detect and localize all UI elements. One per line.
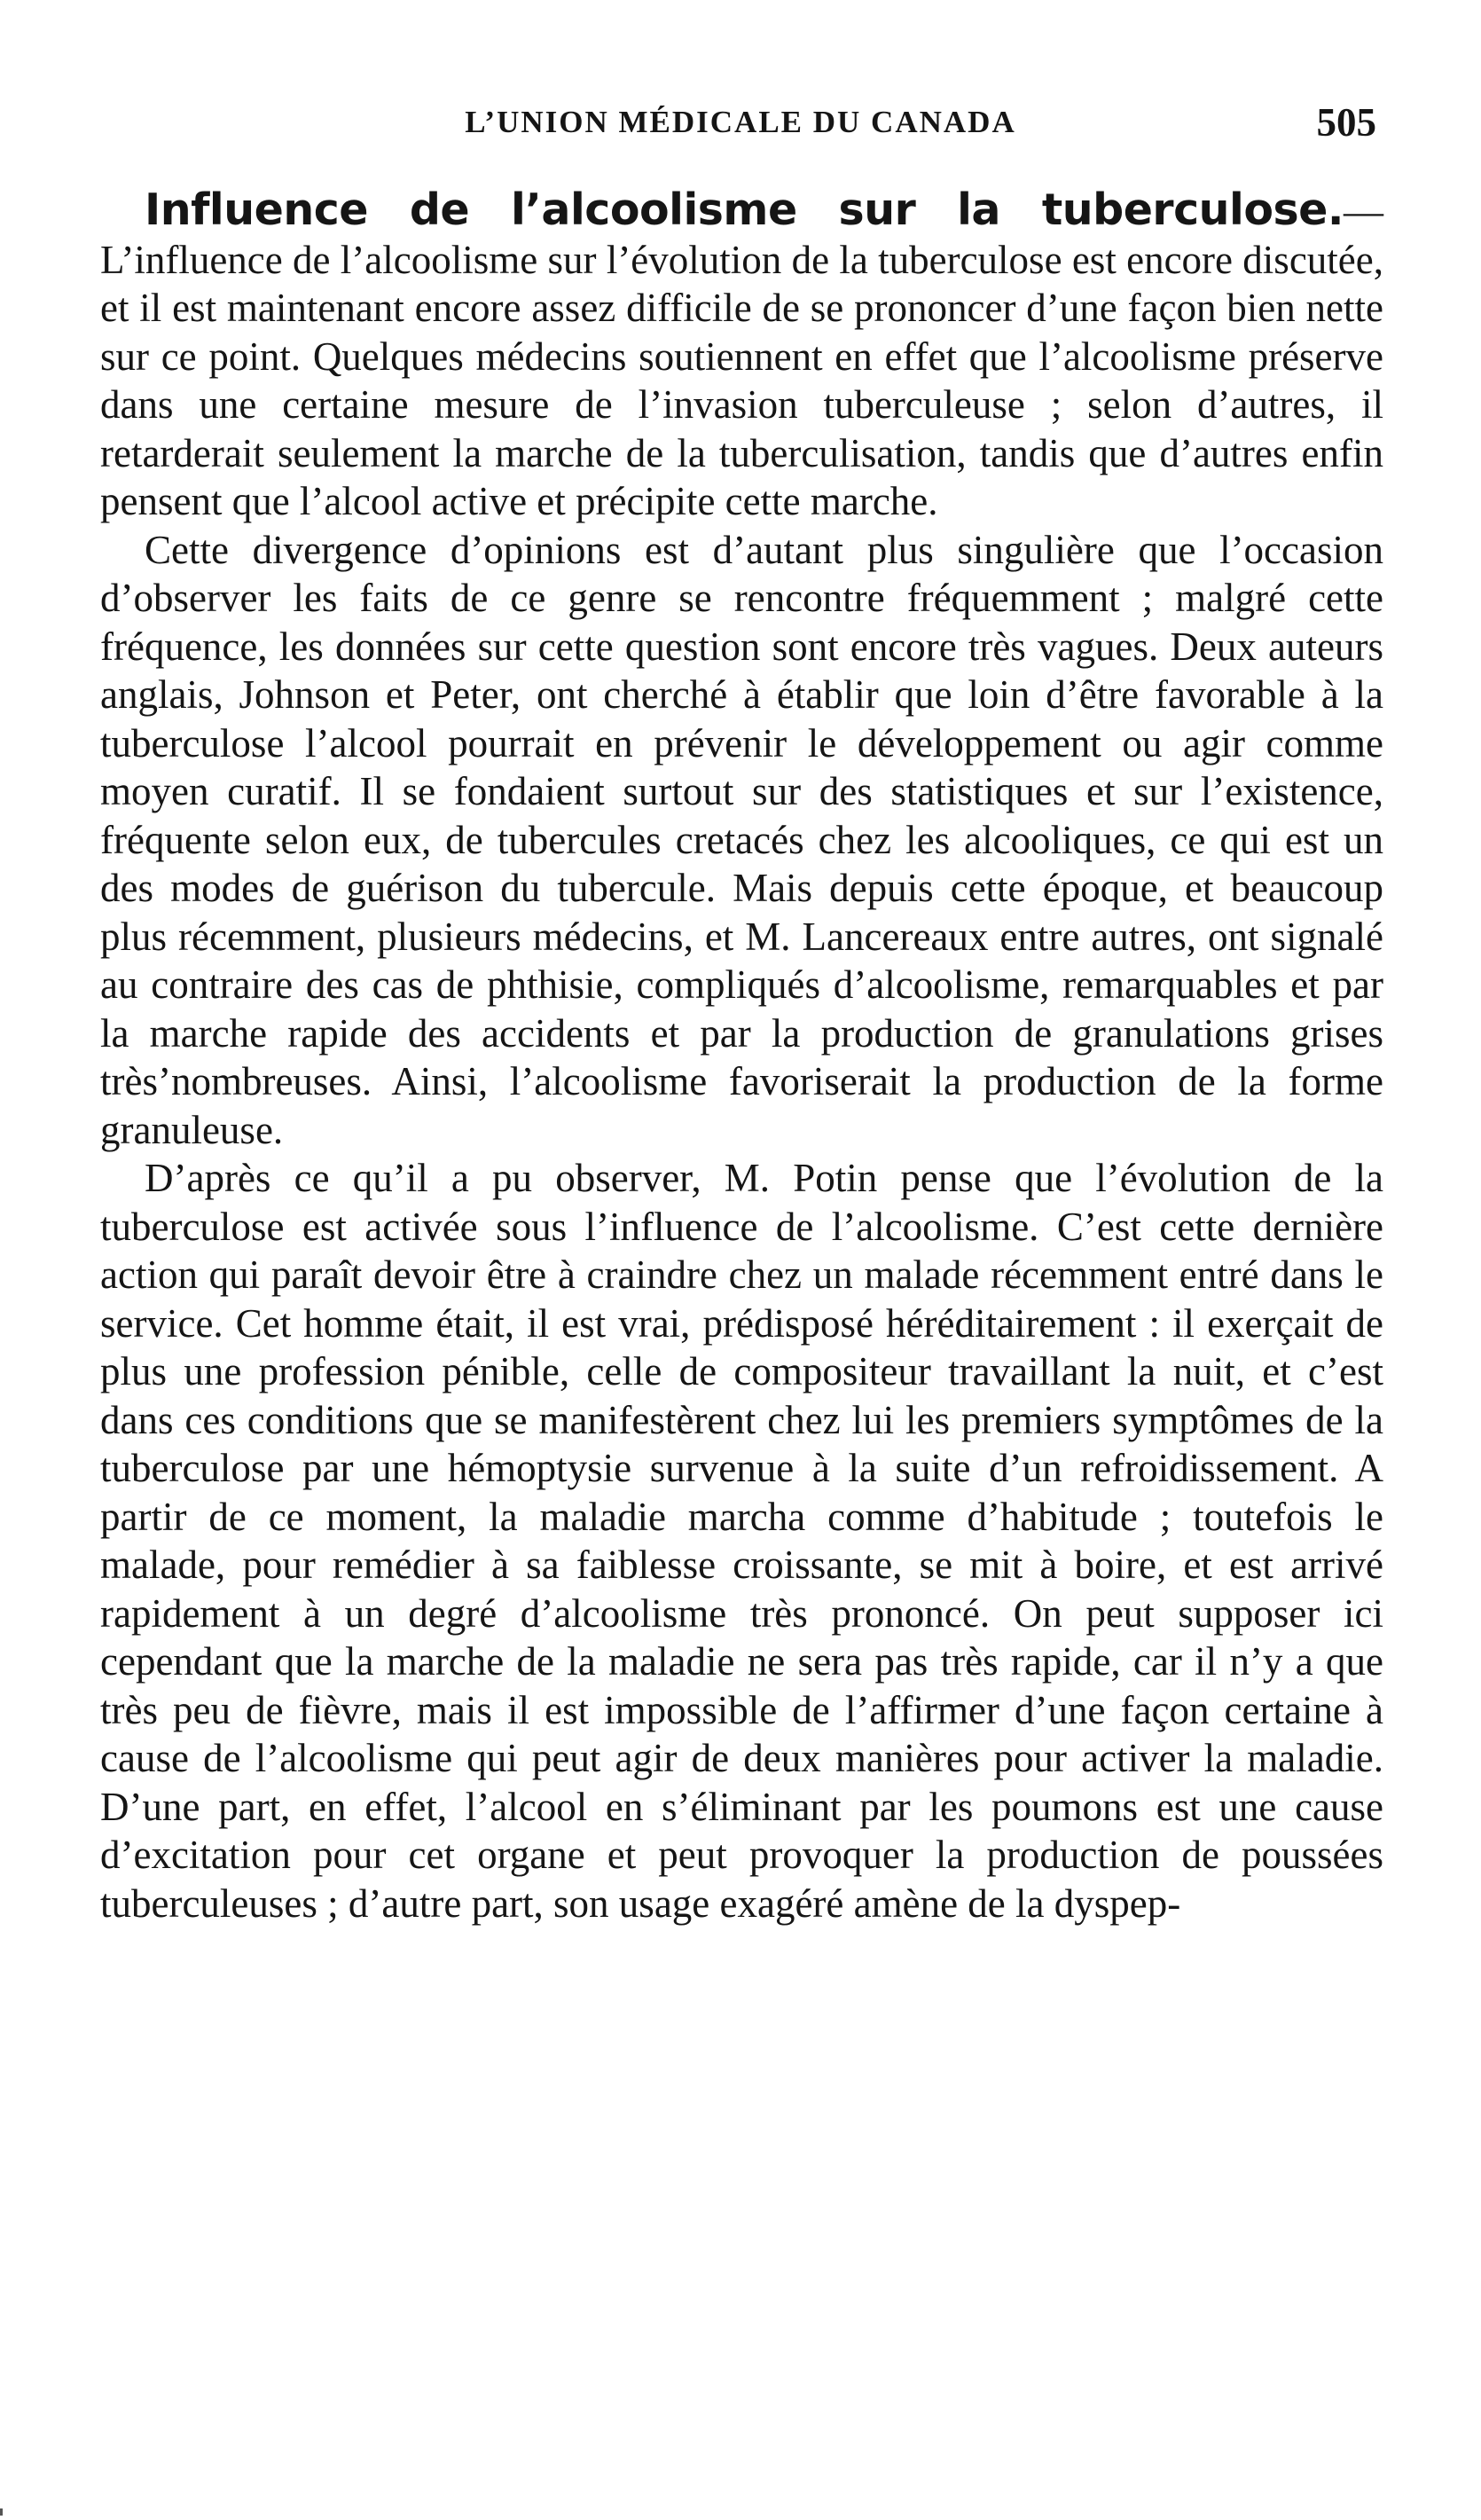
running-head bbox=[98, 99, 1383, 153]
article-body bbox=[100, 186, 1383, 1927]
article-paragraph-3: D’après ce qu’il a pu observer, M. Potin pense que l’évolution de la tuberculose est activée sous l’influence de l’alcoolisme. C’est cette dernière action qui paraît devoir être à craindre chez un malade récemment entré dans le service. Cet homme était, il est vrai, prédisposé héréditairement : il exerçait de plus une profession pénible, celle de compositeur travaillant la nuit, et c’est dans ces conditions que se manifestèrent chez lui les premiers symptômes de la tuberculose par une hémoptysie survenue à la suite d’un refroidissement. A partir de ce moment, la maladie marcha comme d’habitude ; toutefois le malade, pour remédier à sa faiblesse croissante, se mit à boire, et est arrivé rapidement à un degré d’alcoolisme très prononcé. On peut supposer ici cependant que la marche de la maladie ne sera pas très rapide, car il n’y a que très peu de fièvre, mais il est impossible de l’affirmer d’une façon certaine à cause de l’alcoolisme qui peut agir de deux manières pour activer la maladie. D’une part, en effet, l’alcool en s’éliminant par les poumons est une cause d’excitation pour cet organe et peut provoquer la production de poussées tuberculeuses ; d’autre part, son usage exagéré amène de la dyspep- bbox=[100, 1156, 1383, 1926]
scan-edge-mark bbox=[0, 2508, 3, 2516]
article-heading: Influence de l’alcoolisme sur la tuberculose. bbox=[145, 184, 1344, 235]
journal-title: L’UNION MÉDICALE DU CANADA bbox=[465, 105, 1016, 139]
article-paragraph-2: Cette divergence d’opinions est d’autant plus singulière que l’occasion d’observer les faits de ce genre se rencontre fréquemment ; malgré cette fréquence, les données sur cette question sont encore très vagues. Deux auteurs anglais, Johnson et Peter, ont cherché à établir que loin d’être favorable à la tuberculose l’alcool pourrait en prévenir le développement ou agir comme moyen curatif. Il se fondaient surtout sur des statistiques et sur l’existence, fréquente selon eux, de tubercules cretacés chez les alcooliques, ce qui est un des modes de guérison du tubercule. Mais depuis cette époque, et beaucoup plus récemment, plusieurs médecins, et M. Lancereaux entre autres, ont signalé au contraire des cas de phthisie, compliqués d’alcoolisme, remarquables et par la marche rapide des accidents et par la production de granulations grises très’nombreuses. Ainsi, l’alcoolisme favoriserait la production de la forme granuleuse. bbox=[100, 527, 1383, 1152]
article-paragraph-1 bbox=[100, 186, 1383, 526]
page-number: 505 bbox=[1316, 100, 1376, 145]
paragraph-text: —L’influence de l’alcoolisme sur l’évolution de la tuberculose est encore discutée, et il est maintenant encore assez difficile de se prononcer d’une façon bien nette sur ce point. Quelques médecins soutiennent en effet que l’alcoolisme préserve dans une certaine mesure de l’invasion tuberculeuse ; selon d’autres, il retarderait seulement la marche de la tuberculisation, tandis que d’autres enfin pensent que l’alcool active et précipite cette marche. bbox=[100, 189, 1383, 523]
